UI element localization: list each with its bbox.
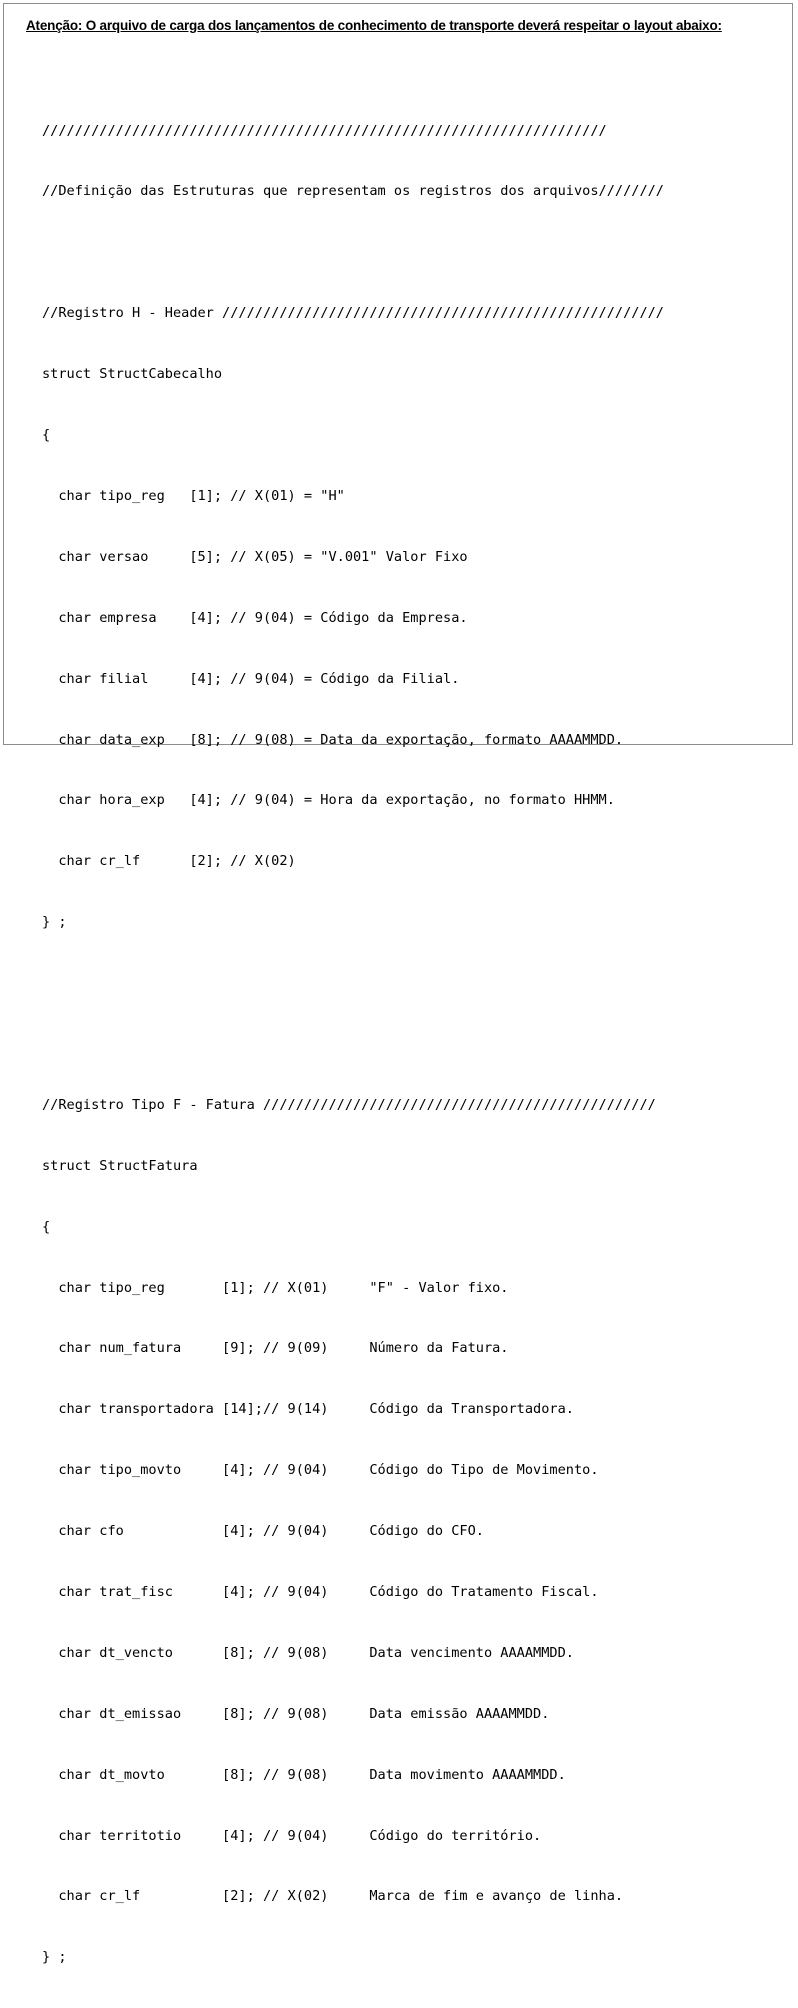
code-line [42,973,664,993]
code-line: char cr_lf [2]; // X(02) [42,853,296,870]
code-line: //Registro Tipo F - Fatura //////////////////////////////////////////////// [42,1096,656,1113]
code-line: struct StructFatura [42,1157,198,1174]
code-line: ///////////////////////////////////////////////////////////////////// [42,122,607,139]
code-line: char dt_movto [8]; // 9(08) Data movimento AAAAMMDD. [42,1766,566,1783]
code-line: { [42,1218,51,1235]
code-line: char data_exp [8]; // 9(08) = Data da exportação, formato AAAAMMDD. [42,731,624,748]
code-line: char empresa [4]; // 9(04) = Código da Empresa. [42,609,468,626]
code-line: char tipo_reg [1]; // X(01) = "H" [42,487,345,504]
layout-notice-heading: Atenção: O arquivo de carga dos lançamentos de conhecimento de transporte deverá respeitar o layout abaixo: [26,18,722,33]
code-line: char territotio [4]; // 9(04) Código do território. [42,1827,542,1844]
code-line: //Definição das Estruturas que representam os registros dos arquivos//////// [42,183,664,200]
code-line: char trat_fisc [4]; // 9(04) Código do Tratamento Fiscal. [42,1583,599,1600]
code-line: char filial [4]; // 9(04) = Código da Filial. [42,670,460,687]
document-frame [3,3,793,1966]
code-line: { [42,427,51,444]
code-line: char num_fatura [9]; // 9(09) Número da Fatura. [42,1340,509,1357]
struct-definition-code-block [42,80,664,2008]
code-line: char tipo_movto [4]; // 9(04) Código do Tipo de Movimento. [42,1462,599,1479]
code-line: } ; [42,1949,67,1966]
code-line [42,242,664,262]
code-line [42,1034,664,1054]
code-line: char cfo [4]; // 9(04) Código do CFO. [42,1523,484,1540]
code-line: char cr_lf [2]; // X(02) Marca de fim e avanço de linha. [42,1888,624,1905]
code-line: char versao [5]; // X(05) = "V.001" Valor Fixo [42,548,468,565]
code-line: char hora_exp [4]; // 9(04) = Hora da exportação, no formato HHMM. [42,792,615,809]
code-line: char transportadora [14];// 9(14) Código da Transportadora. [42,1401,574,1418]
code-line: char dt_vencto [8]; // 9(08) Data vencimento AAAAMMDD. [42,1644,574,1661]
code-line: } ; [42,914,67,931]
code-line: struct StructCabecalho [42,366,223,383]
code-line: char tipo_reg [1]; // X(01) "F" - Valor fixo. [42,1279,509,1296]
code-line: char dt_emissao [8]; // 9(08) Data emissão AAAAMMDD. [42,1705,550,1722]
code-line: //Registro H - Header ////////////////////////////////////////////////////// [42,305,664,322]
